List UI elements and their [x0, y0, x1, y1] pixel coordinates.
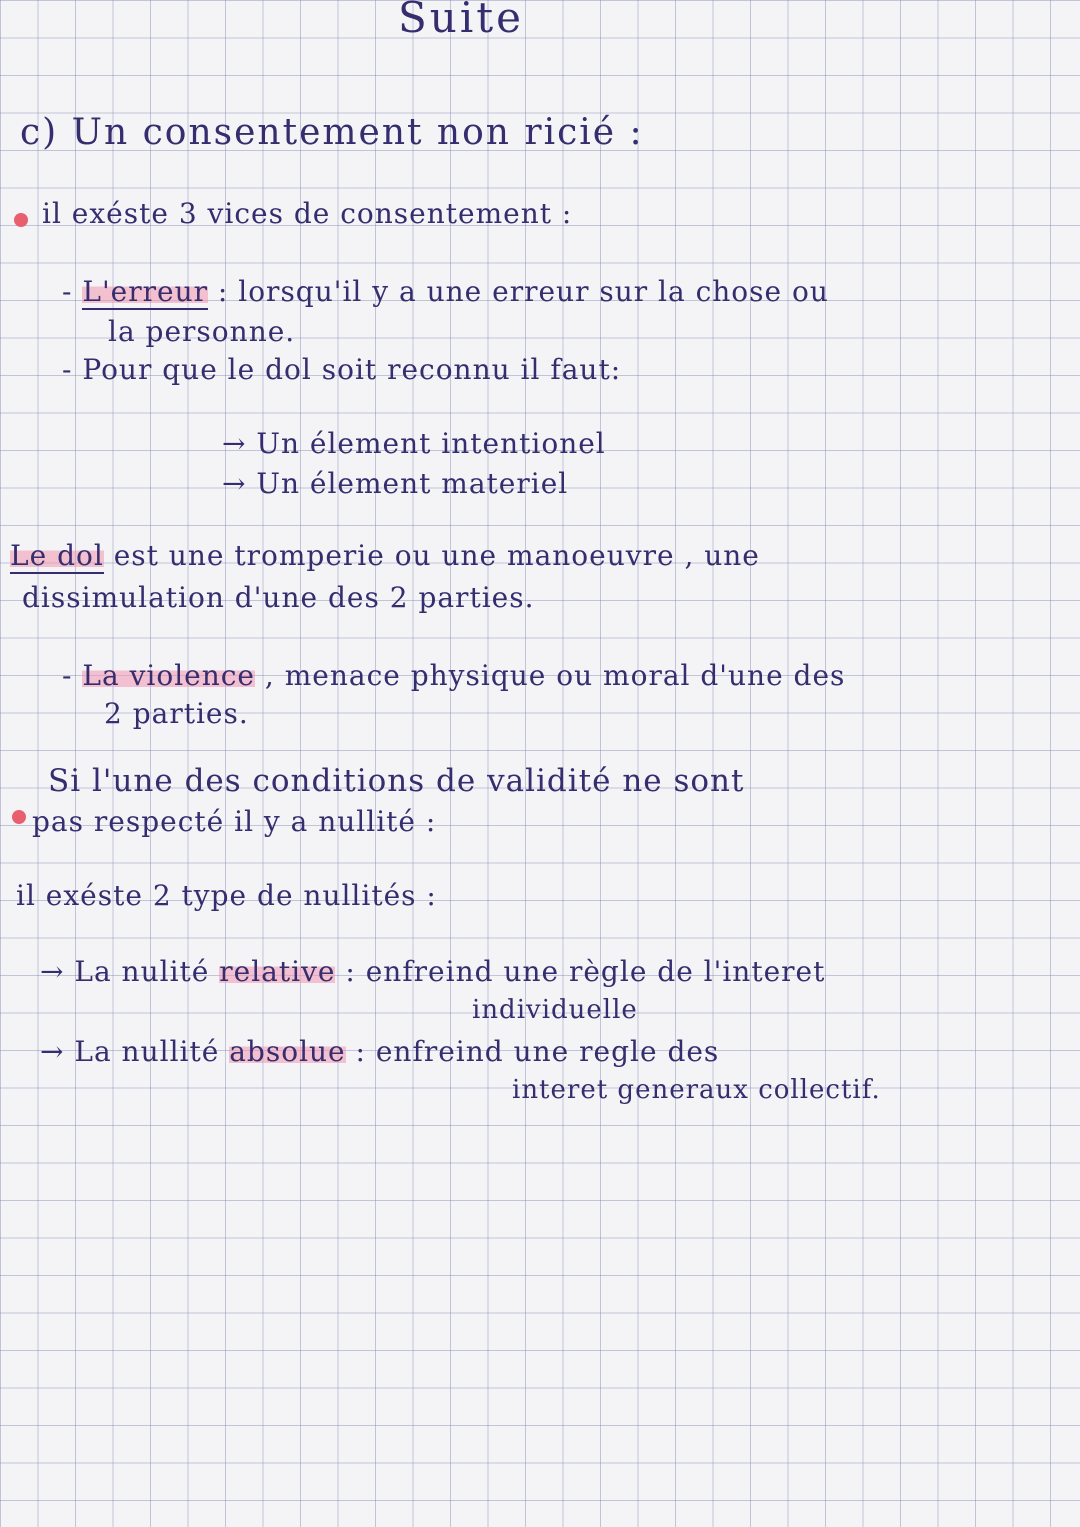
erreur-label: L'erreur — [82, 275, 208, 308]
dol-def-2: dissimulation d'une des 2 parties. — [22, 581, 535, 614]
bullet-dot — [12, 810, 26, 824]
erreur-text-2: la personne. — [108, 315, 296, 348]
dol-intro: - Pour que le dol soit reconnu il faut: — [62, 353, 622, 386]
absolue-label: absolue — [229, 1035, 346, 1068]
erreur-text: : lorsqu'il y a une erreur sur la chose ou — [217, 275, 829, 308]
vices-intro: il exéste 3 vices de consentement : — [42, 197, 573, 230]
violence-line: - La violence , menace physique ou moral d'une des — [62, 659, 846, 692]
relative-label: relative — [219, 955, 336, 988]
arrow-item: → Un élement intentionel — [222, 427, 606, 460]
absolue-prefix: → La nullité — [40, 1035, 220, 1068]
dol-definition — [10, 540, 760, 572]
arrow-item: → Un élement materiel — [222, 467, 569, 500]
violence-text-2: 2 parties. — [104, 697, 249, 730]
relative-prefix: → La nulité — [40, 955, 210, 988]
bullet-dot — [14, 213, 28, 227]
violence-label: La violence — [82, 659, 256, 692]
relative-text-2: individuelle — [472, 995, 638, 1025]
absolue-line — [40, 1036, 719, 1068]
absolue-text: : enfreind une regle des — [355, 1035, 720, 1068]
section-heading: c) Un consentement non ricié : — [20, 112, 644, 153]
nullites-intro: il exéste 2 type de nullités : — [16, 879, 437, 912]
relative-text: : enfreind une règle de l'interet — [345, 955, 826, 988]
erreur-line: - L'erreur : lorsqu'il y a une erreur sur la chose ou — [62, 275, 829, 308]
absolue-text-2: interet generaux collectif. — [512, 1075, 881, 1105]
dol-def-1: est une tromperie ou une manoeuvre , une — [113, 539, 760, 572]
validity-line-2: pas respecté il y a nullité : — [32, 805, 437, 838]
page-title: Suite — [398, 0, 524, 42]
dol-label: Le dol — [10, 539, 104, 572]
violence-text: , menace physique ou moral d'une des — [264, 659, 846, 692]
relative-line — [40, 956, 825, 988]
validity-line-1: Si l'une des conditions de validité ne sont — [48, 763, 745, 799]
